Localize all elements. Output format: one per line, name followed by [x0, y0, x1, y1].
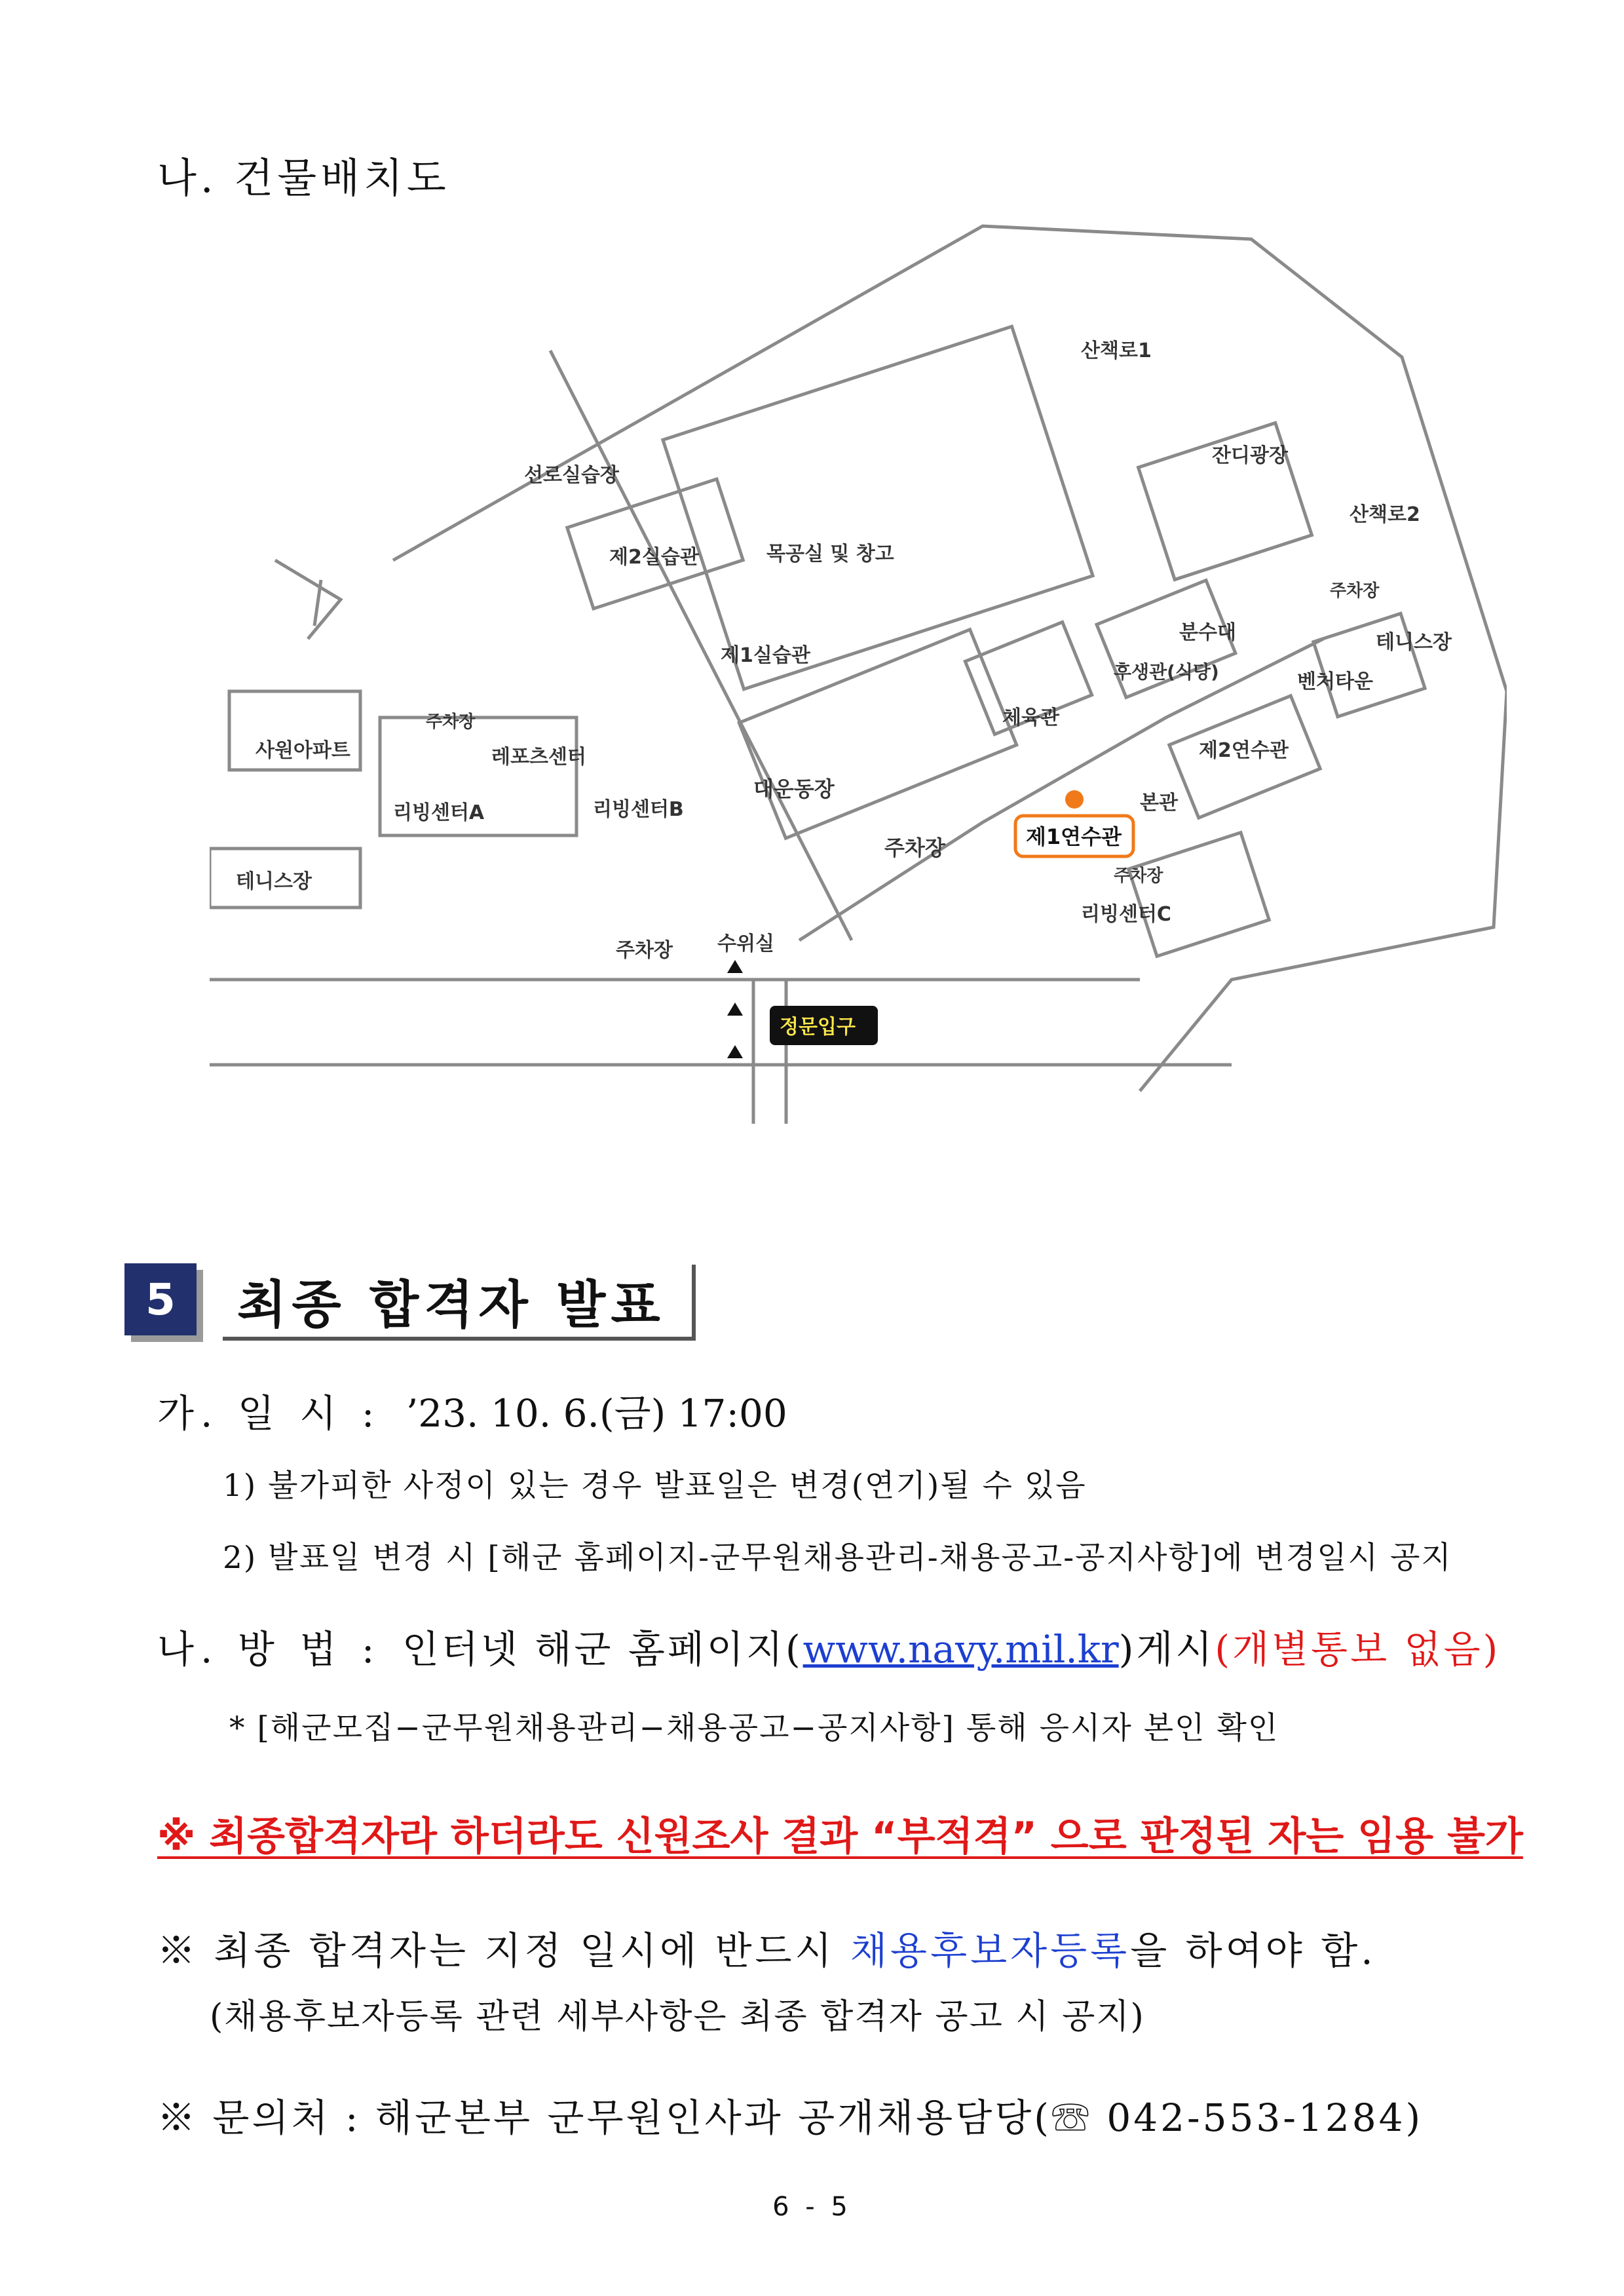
map-label-practice1: 제1실습관	[721, 644, 810, 667]
campus-building-map	[210, 220, 1507, 1124]
map-label-guardhouse: 수위실	[717, 932, 774, 955]
map-label-trail2: 산책로2	[1350, 503, 1420, 526]
date-label: 가. 일 시 :	[157, 1391, 381, 1436]
map-label-main-building: 본관	[1140, 792, 1178, 814]
map-label-parking-s: 주차장	[616, 939, 673, 962]
map-label-parking-c: 주차장	[884, 835, 945, 860]
map-label-apartment: 사원아파트	[255, 739, 350, 762]
map-label-venture: 벤처타운	[1297, 670, 1373, 693]
training1-marker-dot	[1065, 790, 1084, 809]
building-venture	[1313, 613, 1425, 716]
map-label-livingA: 리빙센터A	[393, 801, 485, 824]
road-vertical	[753, 980, 786, 1124]
date-note-1: 1) 불가피한 사정이 있는 경우 발표일은 변경(연기)될 수 있음	[223, 1468, 1087, 1504]
map-label-line-practice: 선로실습장	[524, 464, 619, 487]
date-line	[157, 1383, 787, 1438]
map-label-woodwork: 목공실 및 창고	[766, 543, 894, 565]
campus-boundary	[393, 226, 1507, 1091]
contact-line: ※ 문의처 : 해군본부 군무원인사과 공개채용담당(☏ 042-553-1284)	[157, 2095, 1424, 2140]
method-label: 나. 방 법 :	[157, 1627, 381, 1672]
navy-homepage-link[interactable]: www.navy.mil.kr	[803, 1627, 1119, 1672]
gate-arrow-2	[727, 1003, 743, 1016]
building-practice	[567, 479, 743, 609]
map-label-welfare: 후생관(식당)	[1114, 661, 1219, 683]
register-note: (채용후보자등록 관련 세부사항은 최종 합격자 공고 시 공지)	[210, 1997, 1145, 2037]
map-label-leports: 레포츠센터	[491, 746, 586, 769]
date-note-2: 2) 발표일 변경 시 [해군 홈페이지-군무원채용관리-채용공고-공지사항]에 변경일시 공지	[223, 1540, 1452, 1576]
map-label-training1: 제1연수관	[1026, 824, 1122, 849]
building-livingC	[1129, 833, 1269, 957]
register-suffix: 을 하여야 함.	[1130, 1928, 1376, 1973]
map-label-gym: 체육관	[1002, 706, 1059, 729]
map-label-grass-plaza: 잔디광장	[1212, 444, 1288, 467]
disqualification-warning: ※ 최종합격자라 하더라도 신원조사 결과 “부적격” 으로 판정된 자는 임용 불가	[157, 1814, 1523, 1860]
map-label-practice2: 제2실습관	[609, 546, 699, 569]
date-value: ’23. 10. 6.(금) 17:00	[406, 1391, 787, 1436]
map-label-training2: 제2연수관	[1199, 739, 1289, 762]
gate-arrow-3	[727, 1045, 743, 1058]
method-prefix: 인터넷 해군 홈페이지(	[402, 1627, 803, 1672]
map-label-trail1: 산책로1	[1081, 339, 1152, 362]
section-number: 5	[124, 1263, 197, 1335]
page-number: 6 - 5	[772, 2192, 852, 2222]
map-label-parking-se: 주차장	[1114, 866, 1163, 886]
map-label-playground: 대운동장	[753, 776, 835, 801]
map-label-main-gate: 정문입구	[780, 1016, 856, 1039]
register-line	[157, 1920, 1376, 1975]
method-suffix: )게시	[1118, 1627, 1215, 1672]
map-label-livingB: 리빙센터B	[593, 798, 684, 821]
subheading-building-layout: 나. 건물배치도	[157, 154, 450, 202]
register-prefix: ※ 최종 합격자는 지정 일시에 반드시	[157, 1928, 851, 1973]
map-label-tennis-east: 테니스장	[1376, 631, 1452, 654]
register-highlight: 채용후보자등록	[850, 1928, 1131, 1973]
gate-arrow-1	[727, 960, 743, 973]
map-label-parking-ne: 주차장	[1330, 581, 1380, 601]
map-label-livingC: 리빙센터C	[1081, 903, 1171, 926]
map-label-fountain: 분수대	[1179, 621, 1236, 644]
section-title: 최종 합격자 발표	[223, 1265, 696, 1341]
compass-arrow	[275, 560, 341, 639]
map-label-parking-w: 주차장	[426, 712, 476, 732]
method-line	[157, 1618, 1500, 1674]
map-label-tennis-west: 테니스장	[236, 870, 312, 893]
method-no-notice: (개별통보 없음)	[1215, 1627, 1501, 1672]
method-note: * [해군모집−군무원채용관리−채용공고−공지사항] 통해 응시자 본인 확인	[229, 1710, 1279, 1746]
